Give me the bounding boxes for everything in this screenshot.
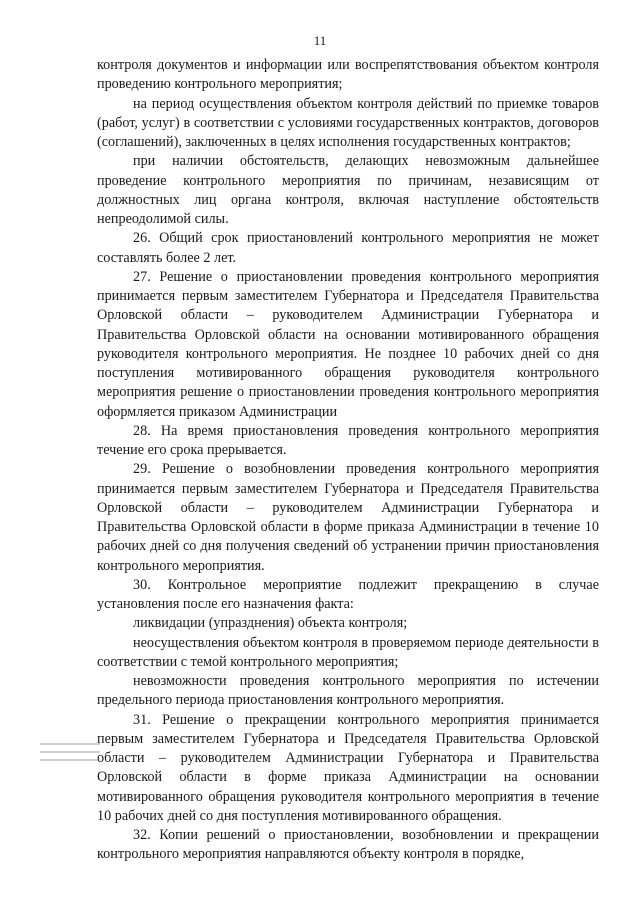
paragraph: контроля документов и информации или воспрепятствования объектом контроля проведению контрольного мероприятия; — [97, 57, 599, 93]
paragraph: 31. Решение о прекращении контрольного мероприятия принимается первым заместителем Губернатора и Председателя Правительства Орловской области – руководителем Администрации Губернатора и Правительства Орловской области в форме приказа Администрации на основании мотивированного обращения руководителя контрольного мероприятия в течение 10 рабочих дней со дня поступления мотивированного обращения. — [97, 711, 599, 824]
paragraph: 32. Копии решений о приостановлении, возобновлении и прекращении контрольного мероприятия направляются объекту контроля в порядке, — [97, 827, 599, 863]
paragraph: на период осуществления объектом контроля действий по приемке товаров (работ, услуг) в соответствии с условиями государственных контрактов, договоров (соглашений), заключенных в целях исполнения государственных контрактов; — [97, 95, 599, 150]
paragraph: 27. Решение о приостановлении проведения контрольного мероприятия принимается первым заместителем Губернатора и Председателя Правительства Орловской области – руководителем Администрации Губернатора и Правительства Орловской области на основании мотивированного обращения руководителя контрольного мероприятия. Не позднее 10 рабочих дней со дня поступления мотивированного обращения руководителя контрольного мероприятия решение о приостановлении проведения контрольного мероприятия оформляется приказом Администрации — [97, 268, 599, 420]
faint-stamp-mark — [40, 737, 100, 779]
paragraph: невозможности проведения контрольного мероприятия по истечении предельного периода приостановления контрольного мероприятия. — [97, 673, 599, 709]
body-text — [97, 56, 599, 865]
paragraph: 28. На время приостановления проведения контрольного мероприятия течение его срока прерывается. — [97, 422, 599, 458]
paragraph: при наличии обстоятельств, делающих невозможным дальнейшее проведение контрольного мероприятия по причинам, независящим от должностных лиц органа контроля, включая наступление обстоятельств непреодолимой силы. — [97, 153, 599, 227]
page-number: 11 — [313, 33, 327, 48]
paragraph: 26. Общий срок приостановлений контрольного мероприятия не может составлять более 2 лет. — [97, 230, 599, 266]
paragraph: 30. Контрольное мероприятие подлежит прекращению в случае установления после его назначения факта: — [97, 576, 599, 612]
paragraph: неосуществления объектом контроля в проверяемом периоде деятельности в соответствии с темой контрольного мероприятия; — [97, 634, 599, 670]
paragraph: 29. Решение о возобновлении проведения контрольного мероприятия принимается первым заместителем Губернатора и Председателя Правительства Орловской области – руководителем Администрации Губернатора и Правительства Орловской области в форме приказа Администрации в течение 10 рабочих дней со дня получения сведений об устранении причин приостановления контрольного мероприятия. — [97, 461, 599, 574]
paragraph: ликвидации (упразднения) объекта контроля; — [133, 615, 408, 632]
